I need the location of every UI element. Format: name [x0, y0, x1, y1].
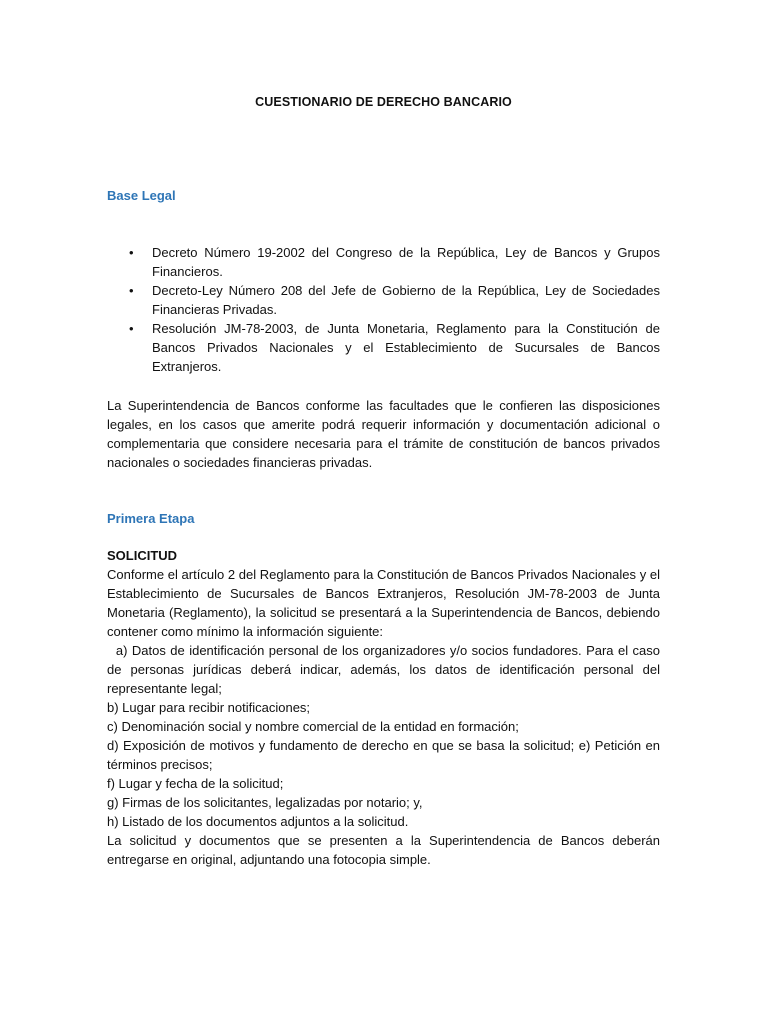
base-legal-list — [107, 243, 660, 376]
solicitud-heading: SOLICITUD — [107, 548, 178, 563]
document-title: CUESTIONARIO DE DERECHO BANCARIO — [255, 95, 512, 109]
list-item-text: Decreto-Ley Número 208 del Jefe de Gobierno de la República, Ley de Sociedades Financieras Privadas. — [152, 283, 660, 317]
superintendencia-paragraph: La Superintendencia de Bancos conforme las facultades que le confieren las disposiciones legales, en los casos que amerite podrá requerir información y documentación adicional o complementaria que considere necesaria para el trámite de constitución de bancos privados nacionales o sociedades financieras privadas. — [107, 398, 660, 470]
primera-etapa-heading: Primera Etapa — [107, 511, 195, 526]
solicitud-item-b: b) Lugar para recibir notificaciones; — [107, 700, 311, 715]
list-item — [107, 319, 660, 376]
list-item-text: Decreto Número 19-2002 del Congreso de la República, Ley de Bancos y Grupos Financieros. — [152, 245, 660, 279]
bullet-icon: • — [129, 283, 134, 298]
solicitud-item-h: h) Listado de los documentos adjuntos a la solicitud. — [107, 814, 409, 829]
solicitud-item-a: a) Datos de identificación personal de los organizadores y/o socios fundadores. Para el caso de personas jurídicas deberá indicar, además, los datos de identificación personal del representante legal; — [107, 643, 664, 696]
base-legal-heading: Base Legal — [107, 188, 176, 203]
solicitud-item-c: c) Denominación social y nombre comercial de la entidad en formación; — [107, 719, 519, 734]
list-item — [107, 243, 660, 281]
solicitud-item-f: f) Lugar y fecha de la solicitud; — [107, 776, 284, 791]
solicitud-item-g: g) Firmas de los solicitantes, legalizadas por notario; y, — [107, 795, 423, 810]
solicitud-closing: La solicitud y documentos que se presenten a la Superintendencia de Bancos deberán entregarse en original, adjuntando una fotocopia simple. — [107, 833, 660, 867]
solicitud-intro: Conforme el artículo 2 del Reglamento para la Constitución de Bancos Privados Nacionales y el Establecimiento de Sucursales de Bancos Extranjeros, Resolución JM-78-2003 de Junta Monetaria (Reglamento), la solicitud se presentará a la Superintendencia de Bancos, debiendo contener como mínimo la información siguiente: — [107, 567, 660, 639]
solicitud-body — [107, 565, 664, 869]
bullet-icon: • — [129, 245, 134, 260]
solicitud-item-d-e: d) Exposición de motivos y fundamento de derecho en que se basa la solicitud; e) Petición en términos precisos; — [107, 738, 660, 772]
bullet-icon: • — [129, 321, 134, 336]
list-item — [107, 281, 660, 319]
list-item-text: Resolución JM-78-2003, de Junta Monetaria, Reglamento para la Constitución de Bancos Privados Nacionales y el Establecimiento de Sucursales de Bancos Extranjeros. — [152, 321, 660, 374]
